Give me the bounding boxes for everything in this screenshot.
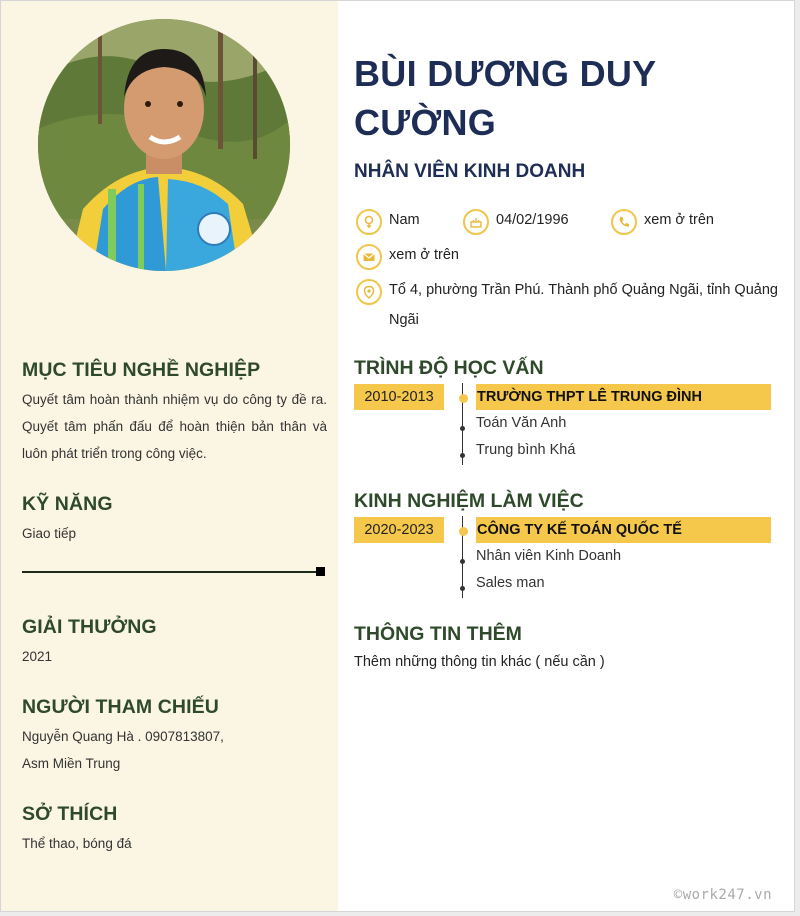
experience-line-1: Nhân viên Kinh Doanh [476,548,622,564]
experience-heading: KINH NGHIỆM LÀM VIỆC [354,490,584,512]
hobbies-heading: SỞ THÍCH [22,803,118,825]
phone-item [611,211,714,235]
objective-heading: MỤC TIÊU NGHỀ NGHIỆP [22,359,261,381]
extra-heading: THÔNG TIN THÊM [354,623,522,645]
education-heading: TRÌNH ĐỘ HỌC VẤN [354,357,544,379]
hobbies-section [22,803,327,857]
skills-heading: KỸ NĂNG [22,493,113,515]
email-value: xem ở trên [389,247,459,263]
education-bullet-2 [460,453,465,458]
location-pin-icon [356,279,382,305]
reference-line-1: Nguyễn Quang Hà . 0907813807, [22,729,224,744]
experience-timeline-dot [459,527,468,536]
full-name: BÙI DƯƠNG DUY CƯỜNG [354,53,656,143]
education-line-1: Toán Văn Anh [476,415,567,431]
education-school: TRƯỜNG THPT LÊ TRUNG ĐÌNH [476,384,771,410]
cake-icon [463,209,489,235]
education-timeline-dot [459,394,468,403]
experience-company: CÔNG TY KẾ TOÁN QUỐC TẾ [476,517,771,543]
objective-section [22,359,327,467]
experience-line-2: Sales man [476,575,545,591]
hobbies-text: Thể thao, bóng đá [22,836,132,851]
objective-text: Quyết tâm hoàn thành nhiệm vụ do công ty đề ra. Quyết tâm phấn đấu để hoàn thiện bản thân và luôn phát triển trong công việc. [22,392,327,461]
mail-icon [356,244,382,270]
education-bullet-1 [460,426,465,431]
skills-section [22,493,327,547]
skill-level-bar [22,571,320,573]
skill-level-handle [316,567,325,576]
profile-photo [38,19,290,271]
reference-line-2: Asm Miền Trung [22,756,121,771]
email-item [356,246,459,270]
address-value: Tổ 4, phường Trần Phú. Thành phố Quảng Ngãi, tỉnh Quảng Ngãi [389,282,778,328]
awards-text: 2021 [22,649,53,664]
birthday-value: 04/02/1996 [496,212,569,228]
watermark: ©work247.vn [673,887,772,903]
skill-item: Giao tiếp [22,526,77,541]
job-title: NHÂN VIÊN KINH DOANH [354,161,586,182]
address-item [356,281,781,335]
extra-text: Thêm những thông tin khác ( nếu cần ) [354,654,605,670]
birthday-item [463,211,569,235]
phone-icon [611,209,637,235]
experience-bullet-2 [460,586,465,591]
awards-heading: GIẢI THƯỞNG [22,616,157,638]
experience-bullet-1 [460,559,465,564]
awards-section [22,616,327,670]
education-line-2: Trung bình Khá [476,442,576,458]
experience-period: 2020-2023 [354,517,444,543]
education-period: 2010-2013 [354,384,444,410]
gender-value: Nam [389,212,420,228]
phone-value: xem ở trên [644,212,714,228]
gender-item [356,211,420,235]
references-heading: NGƯỜI THAM CHIẾU [22,696,219,718]
references-section [22,696,327,777]
gender-icon [356,209,382,235]
